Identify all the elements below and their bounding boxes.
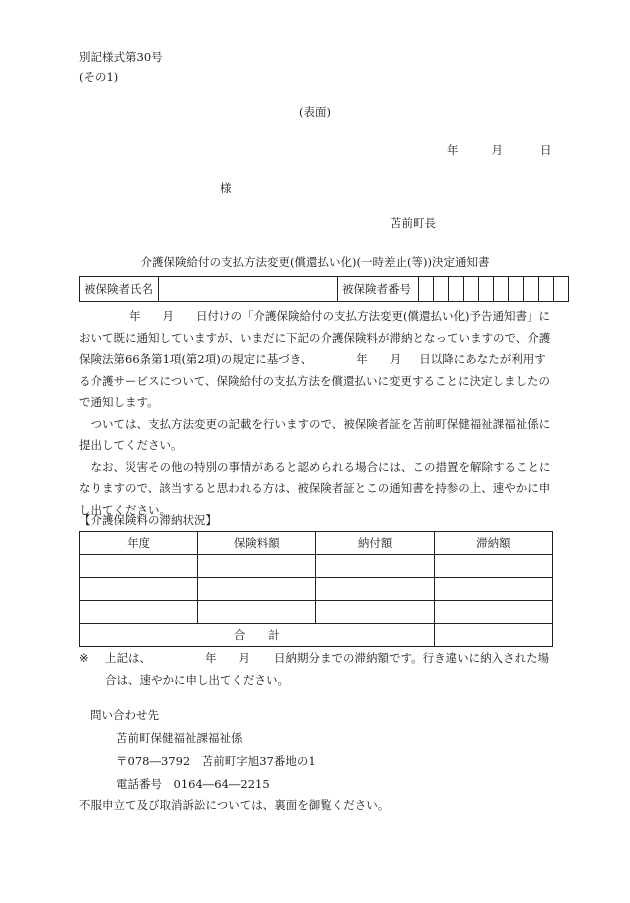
note-year: 年 xyxy=(205,651,217,665)
total-value-cell[interactable] xyxy=(434,624,552,647)
note-text-2: 日納期分までの滞納額です。行き違いに納入された場合は、速やかに申し出てください。 xyxy=(105,651,550,687)
arrears-row xyxy=(80,555,553,578)
table-cell[interactable] xyxy=(434,555,552,578)
contact-block xyxy=(90,704,316,796)
insured-info-table xyxy=(79,276,569,302)
header-arrears: 滞納額 xyxy=(434,532,552,555)
appeal-notice: 不服申立て及び取消訴訟については、裏面を御覧ください。 xyxy=(79,798,390,812)
date-month: 月 xyxy=(491,143,503,157)
paragraph-2: ついては、支払方法変更の記載を行いますので、被保険者証を苫前町保健福祉課福祉係に提出してください。 xyxy=(79,416,551,452)
contact-department: 苫前町保健福祉課福祉係 xyxy=(116,731,243,745)
p1-month: 月 xyxy=(162,309,174,323)
table-cell[interactable] xyxy=(316,555,434,578)
p1-month-2: 月 xyxy=(389,352,402,366)
insured-number-digit[interactable] xyxy=(494,277,509,302)
table-cell[interactable] xyxy=(434,601,552,624)
p1-text-2: 日以降にあなたが利用する介護サービスについて、保険給付の支払方法を償還払いに変更することに決定しましたので通知します。 xyxy=(79,352,551,409)
face-label: (表面) xyxy=(299,105,331,119)
header-fiscal-year: 年度 xyxy=(80,532,198,555)
form-sub-number: (その1) xyxy=(79,70,119,84)
issue-date xyxy=(447,142,552,158)
date-day: 日 xyxy=(540,143,552,157)
date-year: 年 xyxy=(447,143,459,157)
notice-body xyxy=(79,306,553,521)
note-text-1: 上記は、 xyxy=(105,651,151,665)
table-cell[interactable] xyxy=(80,578,198,601)
form-number: 別記様式第30号 xyxy=(79,50,163,64)
arrears-section-title: 【介護保険料の滞納状況】 xyxy=(79,513,217,527)
form-header xyxy=(79,47,163,87)
table-cell[interactable] xyxy=(316,601,434,624)
table-cell[interactable] xyxy=(434,578,552,601)
arrears-row xyxy=(80,601,553,624)
arrears-header-row xyxy=(80,532,553,555)
header-paid: 納付額 xyxy=(316,532,434,555)
insured-number-digit[interactable] xyxy=(554,277,569,302)
insured-number-digit[interactable] xyxy=(419,277,434,302)
insured-number-digit[interactable] xyxy=(464,277,479,302)
table-cell[interactable] xyxy=(316,578,434,601)
arrears-table xyxy=(79,531,553,647)
arrears-total-row xyxy=(80,624,553,647)
insured-number-digit[interactable] xyxy=(479,277,494,302)
contact-heading: 問い合わせ先 xyxy=(90,708,159,722)
addressee-suffix: 様 xyxy=(220,181,232,195)
table-cell[interactable] xyxy=(198,578,316,601)
p1-text-1: 日付けの「介護保険給付の支払方法変更(償還払い化)予告通知書」において既に通知していますが、いまだに下記の介護保険料が滞納となっていますので、介護保険法第66条第1項(第2項)の規定に基づき、 xyxy=(79,309,551,366)
arrears-note xyxy=(79,648,553,691)
note-month: 月 xyxy=(238,651,250,665)
issuer: 苫前町長 xyxy=(390,216,436,230)
p1-year-2: 年 xyxy=(356,352,368,366)
paragraph-1 xyxy=(79,306,553,414)
table-cell[interactable] xyxy=(80,555,198,578)
header-premium: 保険料額 xyxy=(198,532,316,555)
insured-name-label: 被保険者氏名 xyxy=(80,277,159,302)
total-label: 合 計 xyxy=(80,624,435,647)
contact-address: 〒078―3792 苫前町字旭37番地の1 xyxy=(116,754,316,768)
p1-year: 年 xyxy=(129,309,141,323)
document-title: 介護保険給付の支払方法変更(償還払い化)(一時差止(等))決定通知書 xyxy=(140,255,490,269)
insured-number-digit[interactable] xyxy=(539,277,554,302)
contact-phone: 電話番号 0164―64―2215 xyxy=(116,777,270,791)
paragraph-3: なお、災害その他の特別の事情があると認められる場合には、この措置を解除することになりますので、該当すると思われる方は、被保険者証とこの通知書を持参の上、速やかに申し出てください。 xyxy=(79,459,551,517)
table-cell[interactable] xyxy=(198,601,316,624)
insured-number-label: 被保険者番号 xyxy=(338,277,419,302)
table-cell[interactable] xyxy=(198,555,316,578)
note-mark: ※ xyxy=(79,651,89,665)
insured-number-digit[interactable] xyxy=(524,277,539,302)
insured-number-digit[interactable] xyxy=(449,277,464,302)
insured-number-digit[interactable] xyxy=(509,277,524,302)
insured-name-field[interactable] xyxy=(159,277,338,302)
arrears-row xyxy=(80,578,553,601)
insured-number-digit[interactable] xyxy=(434,277,449,302)
table-cell[interactable] xyxy=(80,601,198,624)
note-body xyxy=(105,648,553,691)
